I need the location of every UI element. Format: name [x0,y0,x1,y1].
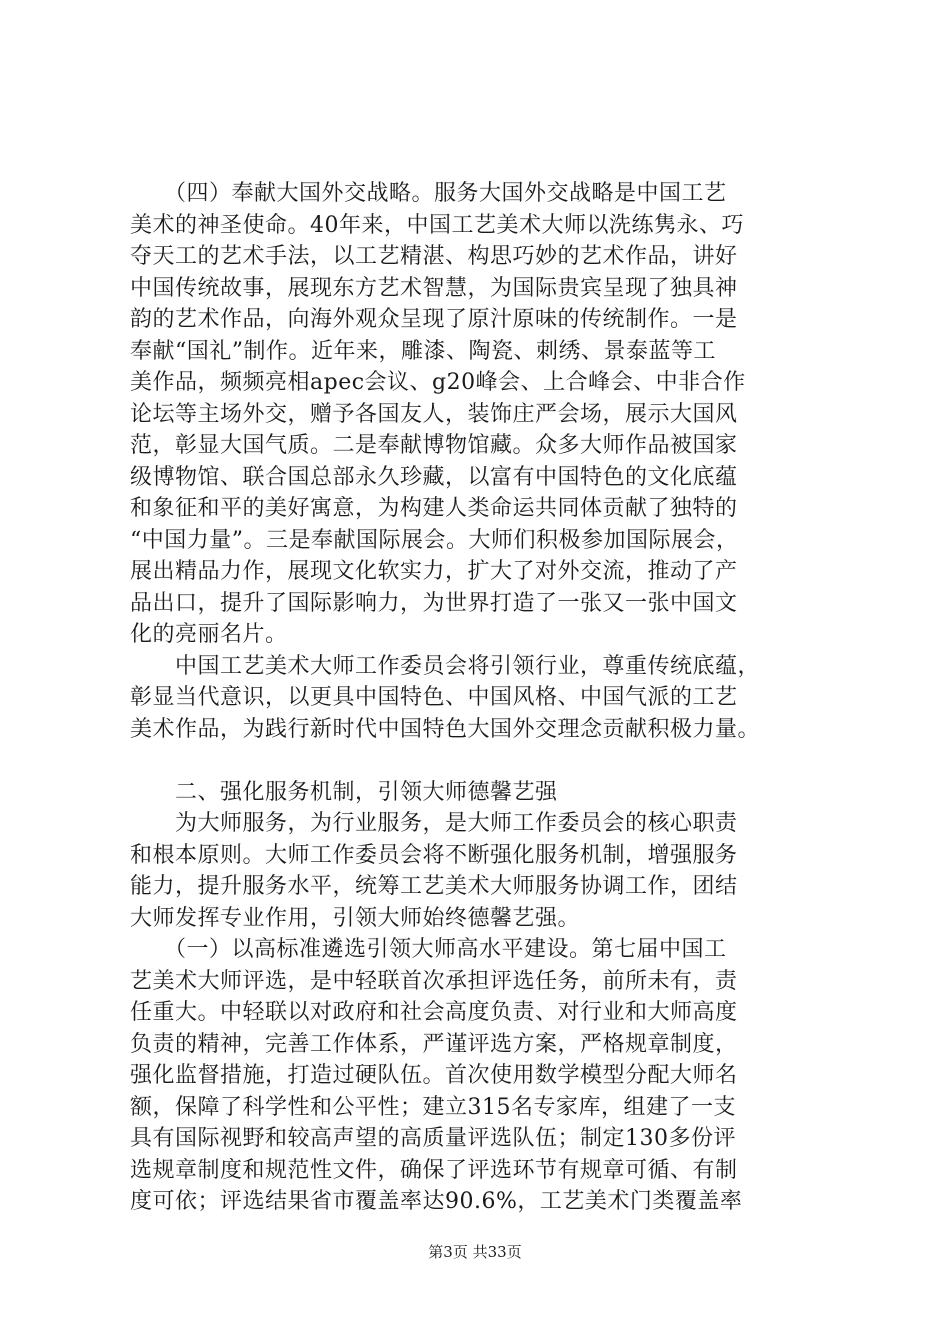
text-line: 彰显当代意识，以更具中国特色、中国风格、中国气派的工艺 [130,685,738,710]
text-line: （四）奉献大国外交战略。服务大国外交战略是中国工艺 [130,181,727,206]
text-line: 负责的精神，完善工作体系，严谨评选方案，严格规章制度， [130,1031,738,1057]
text-line: 能力，提升服务水平，统筹工艺美术大师服务协调工作，团结 [130,874,738,899]
text-line: 具有国际视野和较高声望的高质量评选队伍；制定130多份评 [130,1126,736,1151]
text-line: 为大师服务，为行业服务，是大师工作委员会的核心职责 [130,811,738,836]
document-body [130,178,830,1218]
text-line: 范，彰显大国气质。二是奉献博物馆藏。众多大师作品被国家 [130,433,738,458]
text-line: 中国传统故事，展现东方艺术智慧，为国际贵宾呈现了独具神 [130,275,738,301]
paragraph-gap [130,745,830,777]
text-line: 大师发挥专业作用，引领大师始终德馨艺强。 [130,905,581,931]
text-line: 任重大。中轻联以对政府和社会高度负责、对行业和大师高度 [130,1000,738,1025]
text-line: 夺天工的艺术手法，以工艺精湛、构思巧妙的艺术作品，讲好 [130,244,738,269]
text-line: 美术的神圣使命。40年来，中国工艺美术大师以洗练隽永、巧 [130,212,744,238]
text-block-service [130,777,830,1218]
text-line: 和根本原则。大师工作委员会将不断强化服务机制，增强服务 [130,842,738,868]
text-line: 中国工艺美术大师工作委员会将引领行业，尊重传统底蕴， [130,653,761,679]
text-line: 美作品，频频亮相apec会议、g20峰会、上合峰会、中非合作 [130,370,746,395]
text-line: 强化监督措施，打造过硬队伍。首次使用数学模型分配大师名 [130,1063,738,1088]
text-block-diplomacy [130,178,830,745]
page-footer: 第3页 共33页 [428,1243,522,1261]
text-line: 化的亮丽名片。 [130,622,288,647]
text-line: 和象征和平的美好寓意，为构建人类命运共同体贡献了独特的 [130,496,738,521]
text-line: 品出口，提升了国际影响力，为世界打造了一张又一张中国文 [130,590,738,616]
text-line: 额，保障了科学性和公平性；建立315名专家库，组建了一支 [130,1094,736,1120]
text-line: （一）以高标准遴选引领大师高水平建设。第七届中国工 [130,937,727,962]
text-line: 二、强化服务机制，引领大师德馨艺强 [130,779,558,805]
text-line: 度可依；评选结果省市覆盖率达90.6%，工艺美术门类覆盖率 [130,1189,743,1214]
text-line: 艺美术大师评选，是中轻联首次承担评选任务，前所未有，责 [130,968,738,994]
text-line: 韵的艺术作品，向海外观众呈现了原汁原味的传统制作。一是 [130,307,738,332]
text-line: 奉献“国礼”制作。近年来，雕漆、陶瓷、刺绣、景泰蓝等工 [130,338,716,364]
text-line: 美术作品，为践行新时代中国特色大国外交理念贡献积极力量。 [130,716,761,742]
text-line: 级博物馆、联合国总部永久珍藏，以富有中国特色的文化底蕴 [130,464,738,490]
text-line: “中国力量”。三是奉献国际展会。大师们积极参加国际展会， [130,527,739,553]
text-line: 选规章制度和规范性文件，确保了评选环节有规章可循、有制 [130,1157,738,1183]
text-line: 论坛等主场外交，赠予各国友人，装饰庄严会场，展示大国风 [130,401,738,427]
text-line: 展出精品力作，展现文化软实力，扩大了对外交流，推动了产 [130,559,738,584]
